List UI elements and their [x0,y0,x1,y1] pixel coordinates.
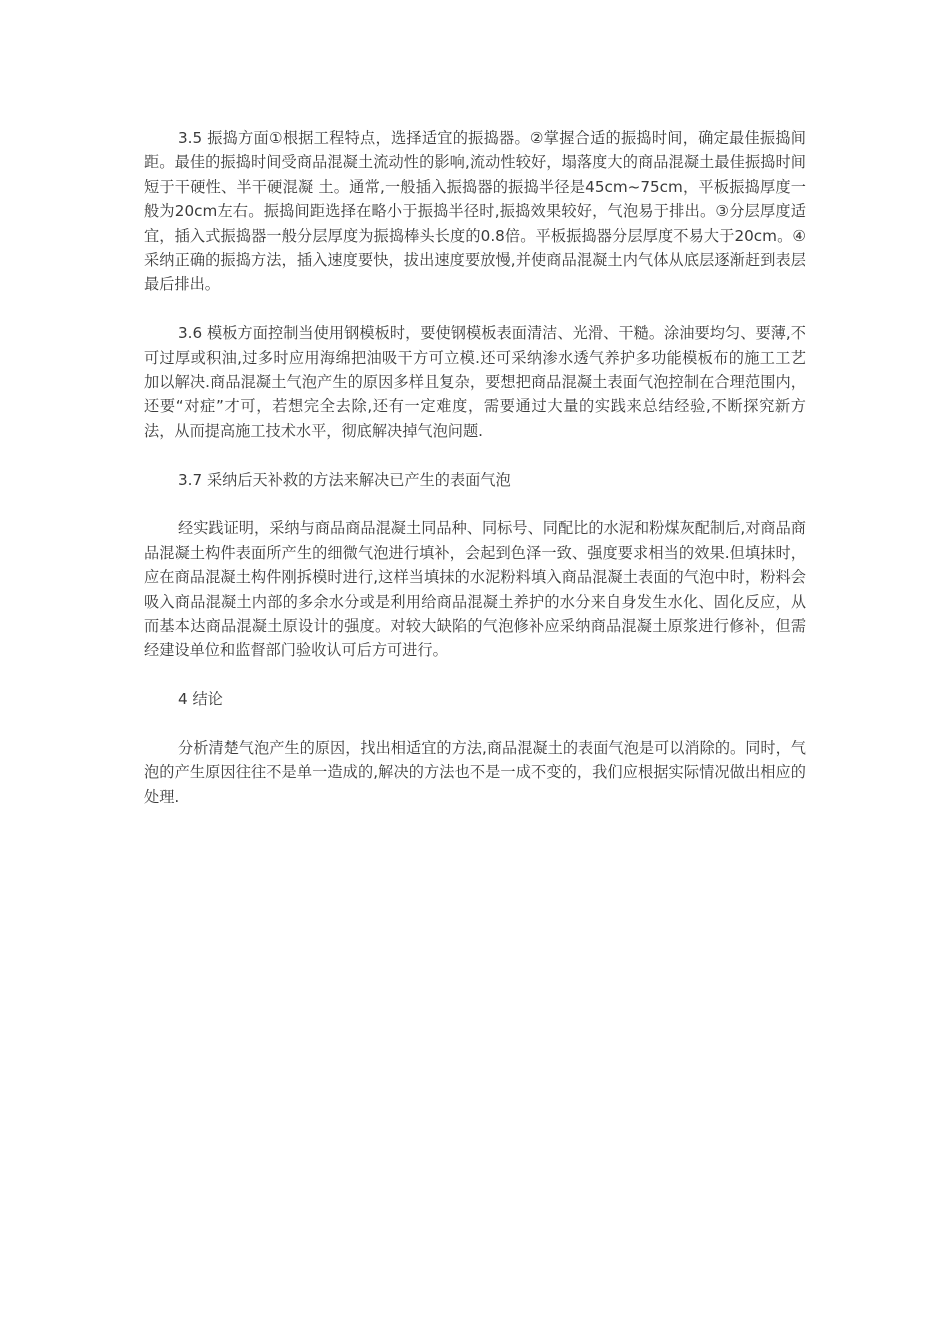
section-3-5-paragraph: 3.5 振捣方面①根据工程特点，选择适宜的振捣器。②掌握合适的振捣时间，确定最佳振捣间距。最佳的振捣时间受商品混凝土流动性的影响,流动性较好，塌落度大的商品混凝土最佳振捣时间短于干硬性、半干硬混凝 土。通常,一般插入振捣器的振捣半径是45cm~75cm，平板振捣厚度一般为20cm左右。振捣间距选择在略小于振捣半径时,振捣效果较好，气泡易于排出。③分层厚度适宜，插入式振捣器一般分层厚度为振捣棒头长度的0.8倍。平板振捣器分层厚度不易大于20cm。④采纳正确的振捣方法，插入速度要快，拔出速度要放慢,并使商品混凝土内气体从底层逐渐赶到表层最后排出。 [144,129,806,294]
section-4-paragraph: 分析清楚气泡产生的原因，找出相适宜的方法,商品混凝土的表面气泡是可以消除的。同时，气泡的产生原因往往不是单一造成的,解决的方法也不是一成不变的，我们应根据实际情况做出相应的处理. [144,739,806,806]
document-body [144,126,806,834]
section-3-6-paragraph: 3.6 模板方面控制当使用钢模板时，要使钢模板表面清洁、光滑、干糙。涂油要均匀、要薄,不可过厚或积油,过多时应用海绵把油吸干方可立模.还可采纳渗水透气养护多功能模板布的施工工艺加以解决.商品混凝土气泡产生的原因多样且复杂，要想把商品混凝土表面气泡控制在合理范围内，还要“对症”才可，若想完全去除,还有一定难度，需要通过大量的实践来总结经验,不断探究新方法，从而提高施工技术水平，彻底解决掉气泡问题. [144,324,806,440]
section-3-7-heading: 3.7 采纳后天补救的方法来解决已产生的表面气泡 [178,470,511,489]
section-4-heading: 4 结论 [178,690,223,709]
section-3-7-paragraph: 经实践证明，采纳与商品商品混凝土同品种、同标号、同配比的水泥和粉煤灰配制后,对商品商品混凝土构件表面所产生的细微气泡进行填补，会起到色泽一致、强度要求相当的效果.但填抹时，应在商品混凝土构件刚拆模时进行,这样当填抹的水泥粉料填入商品混凝土表面的气泡中时，粉料会吸入商品混凝土内部的多余水分或是利用给商品混凝土养护的水分来自身发生水化、固化反应，从而基本达商品混凝土原设计的强度。对较大缺陷的气泡修补应采纳商品混凝土原浆进行修补，但需经建设单位和监督部门验收认可后方可进行。 [144,519,806,660]
